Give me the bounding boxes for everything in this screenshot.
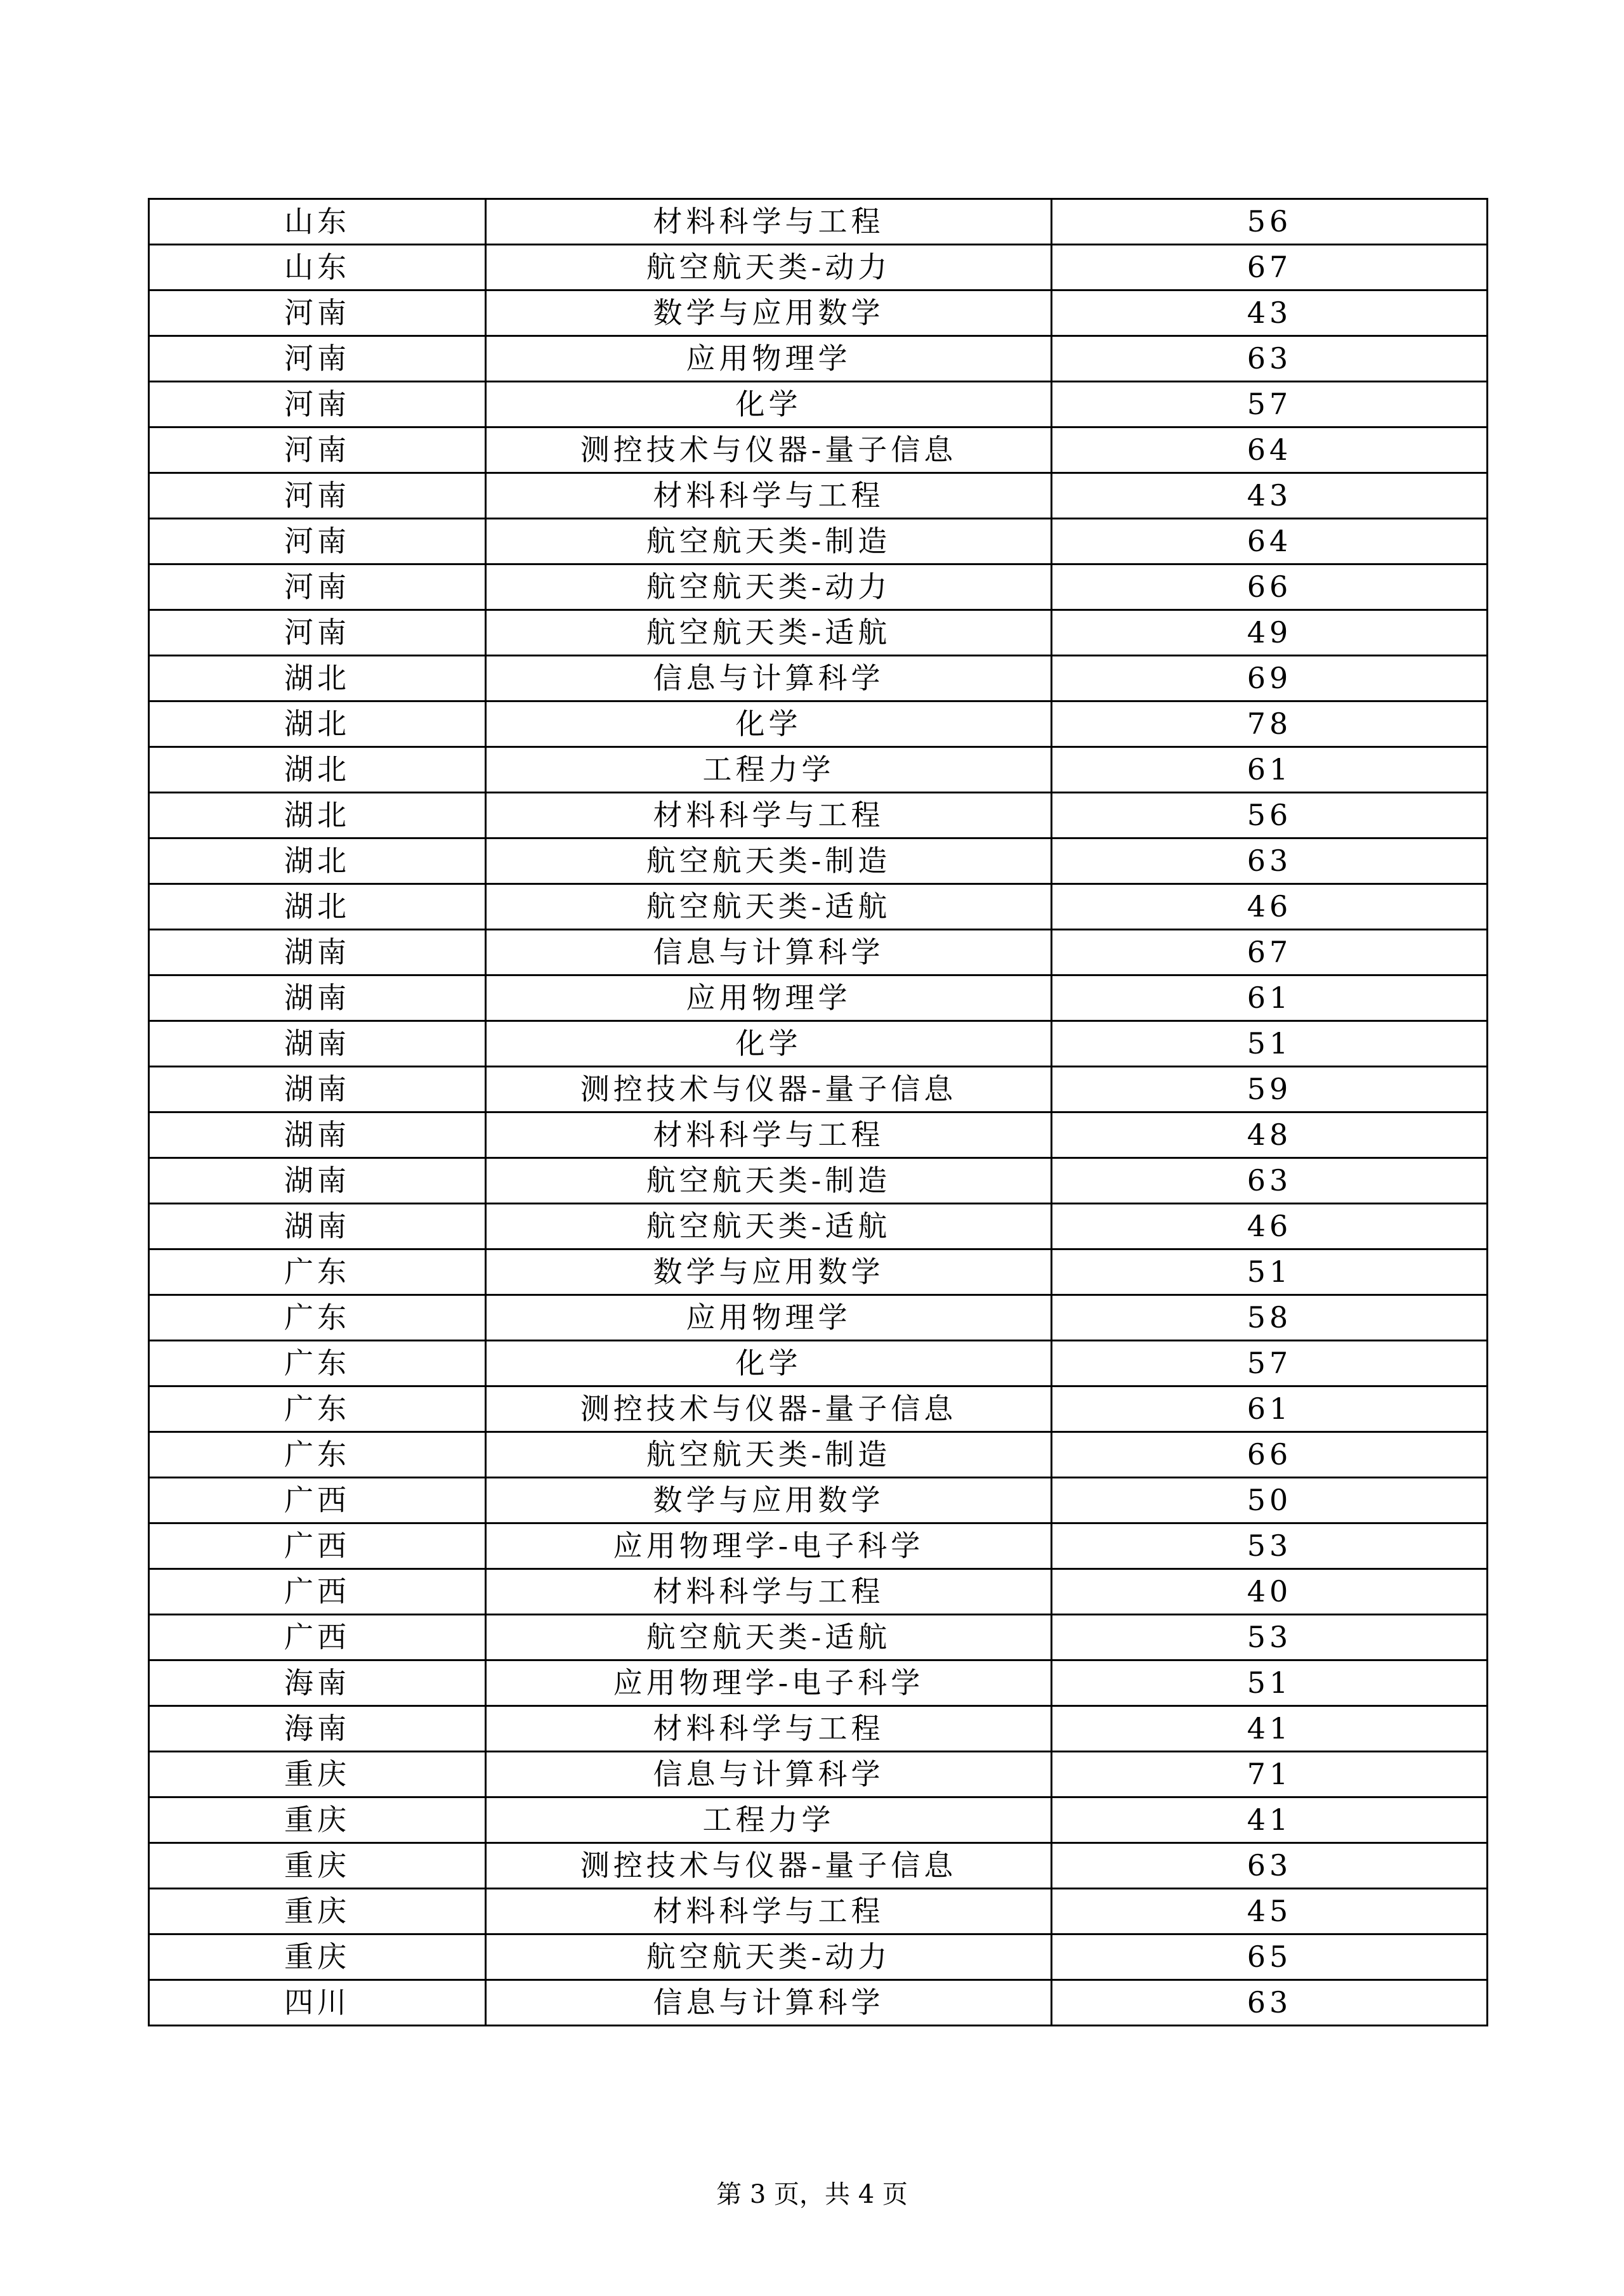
table-row <box>149 1295 1488 1341</box>
province-cell: 河南 <box>149 290 486 336</box>
major-cell: 航空航天类-适航 <box>486 1615 1052 1660</box>
major-cell: 信息与计算科学 <box>486 1752 1052 1797</box>
table-row <box>149 1523 1488 1569</box>
major-cell: 信息与计算科学 <box>486 1980 1052 2026</box>
table-row <box>149 199 1488 245</box>
province-cell: 广西 <box>149 1478 486 1523</box>
province-cell: 重庆 <box>149 1843 486 1889</box>
province-cell: 湖北 <box>149 701 486 747</box>
major-cell: 材料科学与工程 <box>486 473 1052 519</box>
table-row <box>149 1980 1488 2026</box>
score-cell: 63 <box>1052 1843 1488 1889</box>
score-cell: 65 <box>1052 1934 1488 1980</box>
score-cell: 58 <box>1052 1295 1488 1341</box>
score-cell: 78 <box>1052 701 1488 747</box>
score-cell: 41 <box>1052 1797 1488 1843</box>
province-cell: 湖南 <box>149 1067 486 1112</box>
major-cell: 化学 <box>486 1021 1052 1067</box>
table-row <box>149 1204 1488 1249</box>
major-cell: 航空航天类-制造 <box>486 1432 1052 1478</box>
major-cell: 工程力学 <box>486 1797 1052 1843</box>
province-cell: 广西 <box>149 1569 486 1615</box>
table-row <box>149 473 1488 519</box>
table-body <box>149 199 1488 2026</box>
province-cell: 山东 <box>149 245 486 290</box>
score-cell: 51 <box>1052 1021 1488 1067</box>
major-cell: 测控技术与仪器-量子信息 <box>486 1067 1052 1112</box>
table-row <box>149 564 1488 610</box>
score-cell: 50 <box>1052 1478 1488 1523</box>
major-cell: 材料科学与工程 <box>486 1112 1052 1158</box>
table-row <box>149 1158 1488 1204</box>
score-cell: 67 <box>1052 245 1488 290</box>
table-row <box>149 793 1488 838</box>
score-cell: 56 <box>1052 793 1488 838</box>
province-cell: 湖南 <box>149 1021 486 1067</box>
score-cell: 67 <box>1052 930 1488 975</box>
score-cell: 57 <box>1052 1341 1488 1386</box>
major-cell: 材料科学与工程 <box>486 1889 1052 1934</box>
table-row <box>149 975 1488 1021</box>
province-cell: 广西 <box>149 1615 486 1660</box>
major-cell: 应用物理学 <box>486 1295 1052 1341</box>
major-cell: 应用物理学 <box>486 975 1052 1021</box>
province-cell: 湖南 <box>149 1112 486 1158</box>
table-row <box>149 336 1488 382</box>
major-cell: 数学与应用数学 <box>486 1478 1052 1523</box>
score-cell: 69 <box>1052 656 1488 701</box>
score-cell: 53 <box>1052 1615 1488 1660</box>
province-cell: 山东 <box>149 199 486 245</box>
major-cell: 数学与应用数学 <box>486 1249 1052 1295</box>
table-row <box>149 427 1488 473</box>
score-cell: 43 <box>1052 290 1488 336</box>
major-cell: 航空航天类-动力 <box>486 564 1052 610</box>
table-row <box>149 1752 1488 1797</box>
score-cell: 66 <box>1052 1432 1488 1478</box>
table-row <box>149 884 1488 930</box>
score-cell: 61 <box>1052 1386 1488 1432</box>
table-row <box>149 1843 1488 1889</box>
major-cell: 信息与计算科学 <box>486 656 1052 701</box>
table-row <box>149 245 1488 290</box>
table-row <box>149 1249 1488 1295</box>
province-cell: 湖北 <box>149 747 486 793</box>
table-row <box>149 1112 1488 1158</box>
score-cell: 53 <box>1052 1523 1488 1569</box>
score-cell: 57 <box>1052 382 1488 427</box>
province-cell: 广东 <box>149 1249 486 1295</box>
table-row <box>149 838 1488 884</box>
table-row <box>149 290 1488 336</box>
major-cell: 测控技术与仪器-量子信息 <box>486 1386 1052 1432</box>
province-cell: 河南 <box>149 427 486 473</box>
major-cell: 航空航天类-制造 <box>486 1158 1052 1204</box>
province-cell: 广西 <box>149 1523 486 1569</box>
table-row <box>149 1067 1488 1112</box>
province-cell: 湖北 <box>149 838 486 884</box>
score-cell: 40 <box>1052 1569 1488 1615</box>
province-cell: 广东 <box>149 1432 486 1478</box>
table-row <box>149 1021 1488 1067</box>
major-cell: 应用物理学-电子科学 <box>486 1523 1052 1569</box>
major-cell: 材料科学与工程 <box>486 1706 1052 1752</box>
table-row <box>149 1706 1488 1752</box>
table-row <box>149 610 1488 656</box>
table-row <box>149 1934 1488 1980</box>
major-cell: 航空航天类-适航 <box>486 884 1052 930</box>
province-cell: 海南 <box>149 1706 486 1752</box>
major-cell: 数学与应用数学 <box>486 290 1052 336</box>
major-cell: 航空航天类-适航 <box>486 1204 1052 1249</box>
score-cell: 51 <box>1052 1249 1488 1295</box>
major-cell: 工程力学 <box>486 747 1052 793</box>
province-cell: 湖北 <box>149 793 486 838</box>
province-cell: 广东 <box>149 1341 486 1386</box>
province-cell: 河南 <box>149 382 486 427</box>
table-row <box>149 1341 1488 1386</box>
score-cell: 63 <box>1052 838 1488 884</box>
province-cell: 河南 <box>149 610 486 656</box>
table-row <box>149 382 1488 427</box>
score-cell: 46 <box>1052 884 1488 930</box>
province-cell: 海南 <box>149 1660 486 1706</box>
table-row <box>149 1569 1488 1615</box>
score-cell: 56 <box>1052 199 1488 245</box>
province-cell: 河南 <box>149 564 486 610</box>
score-cell: 66 <box>1052 564 1488 610</box>
province-cell: 河南 <box>149 473 486 519</box>
score-cell: 48 <box>1052 1112 1488 1158</box>
province-cell: 广东 <box>149 1295 486 1341</box>
major-cell: 航空航天类-动力 <box>486 1934 1052 1980</box>
table-row <box>149 1660 1488 1706</box>
score-cell: 41 <box>1052 1706 1488 1752</box>
score-cell: 63 <box>1052 1980 1488 2026</box>
province-cell: 湖北 <box>149 884 486 930</box>
table-row <box>149 1386 1488 1432</box>
score-cell: 46 <box>1052 1204 1488 1249</box>
province-cell: 湖北 <box>149 656 486 701</box>
score-cell: 49 <box>1052 610 1488 656</box>
score-cell: 71 <box>1052 1752 1488 1797</box>
major-cell: 应用物理学-电子科学 <box>486 1660 1052 1706</box>
table-row <box>149 1478 1488 1523</box>
province-cell: 河南 <box>149 519 486 564</box>
table-row <box>149 1615 1488 1660</box>
score-table <box>148 198 1488 2026</box>
table-row <box>149 1889 1488 1934</box>
province-cell: 河南 <box>149 336 486 382</box>
major-cell: 化学 <box>486 1341 1052 1386</box>
score-cell: 63 <box>1052 336 1488 382</box>
major-cell: 测控技术与仪器-量子信息 <box>486 1843 1052 1889</box>
table-row <box>149 519 1488 564</box>
major-cell: 航空航天类-制造 <box>486 519 1052 564</box>
score-cell: 59 <box>1052 1067 1488 1112</box>
score-cell: 45 <box>1052 1889 1488 1934</box>
major-cell: 材料科学与工程 <box>486 199 1052 245</box>
province-cell: 湖南 <box>149 1204 486 1249</box>
score-cell: 61 <box>1052 747 1488 793</box>
major-cell: 测控技术与仪器-量子信息 <box>486 427 1052 473</box>
province-cell: 重庆 <box>149 1889 486 1934</box>
major-cell: 化学 <box>486 701 1052 747</box>
major-cell: 航空航天类-制造 <box>486 838 1052 884</box>
major-cell: 化学 <box>486 382 1052 427</box>
major-cell: 信息与计算科学 <box>486 930 1052 975</box>
score-cell: 61 <box>1052 975 1488 1021</box>
table-row <box>149 1432 1488 1478</box>
score-cell: 64 <box>1052 519 1488 564</box>
province-cell: 重庆 <box>149 1797 486 1843</box>
score-cell: 43 <box>1052 473 1488 519</box>
major-cell: 航空航天类-动力 <box>486 245 1052 290</box>
major-cell: 航空航天类-适航 <box>486 610 1052 656</box>
table-row <box>149 656 1488 701</box>
province-cell: 重庆 <box>149 1752 486 1797</box>
province-cell: 重庆 <box>149 1934 486 1980</box>
page-footer: 第 3 页，共 4 页 <box>716 2180 908 2209</box>
score-cell: 51 <box>1052 1660 1488 1706</box>
table-row <box>149 701 1488 747</box>
province-cell: 湖南 <box>149 975 486 1021</box>
table-row <box>149 1797 1488 1843</box>
province-cell: 湖南 <box>149 1158 486 1204</box>
province-cell: 湖南 <box>149 930 486 975</box>
major-cell: 材料科学与工程 <box>486 793 1052 838</box>
table-row <box>149 747 1488 793</box>
major-cell: 材料科学与工程 <box>486 1569 1052 1615</box>
table-row <box>149 930 1488 975</box>
province-cell: 广东 <box>149 1386 486 1432</box>
score-cell: 63 <box>1052 1158 1488 1204</box>
province-cell: 四川 <box>149 1980 486 2026</box>
major-cell: 应用物理学 <box>486 336 1052 382</box>
score-cell: 64 <box>1052 427 1488 473</box>
